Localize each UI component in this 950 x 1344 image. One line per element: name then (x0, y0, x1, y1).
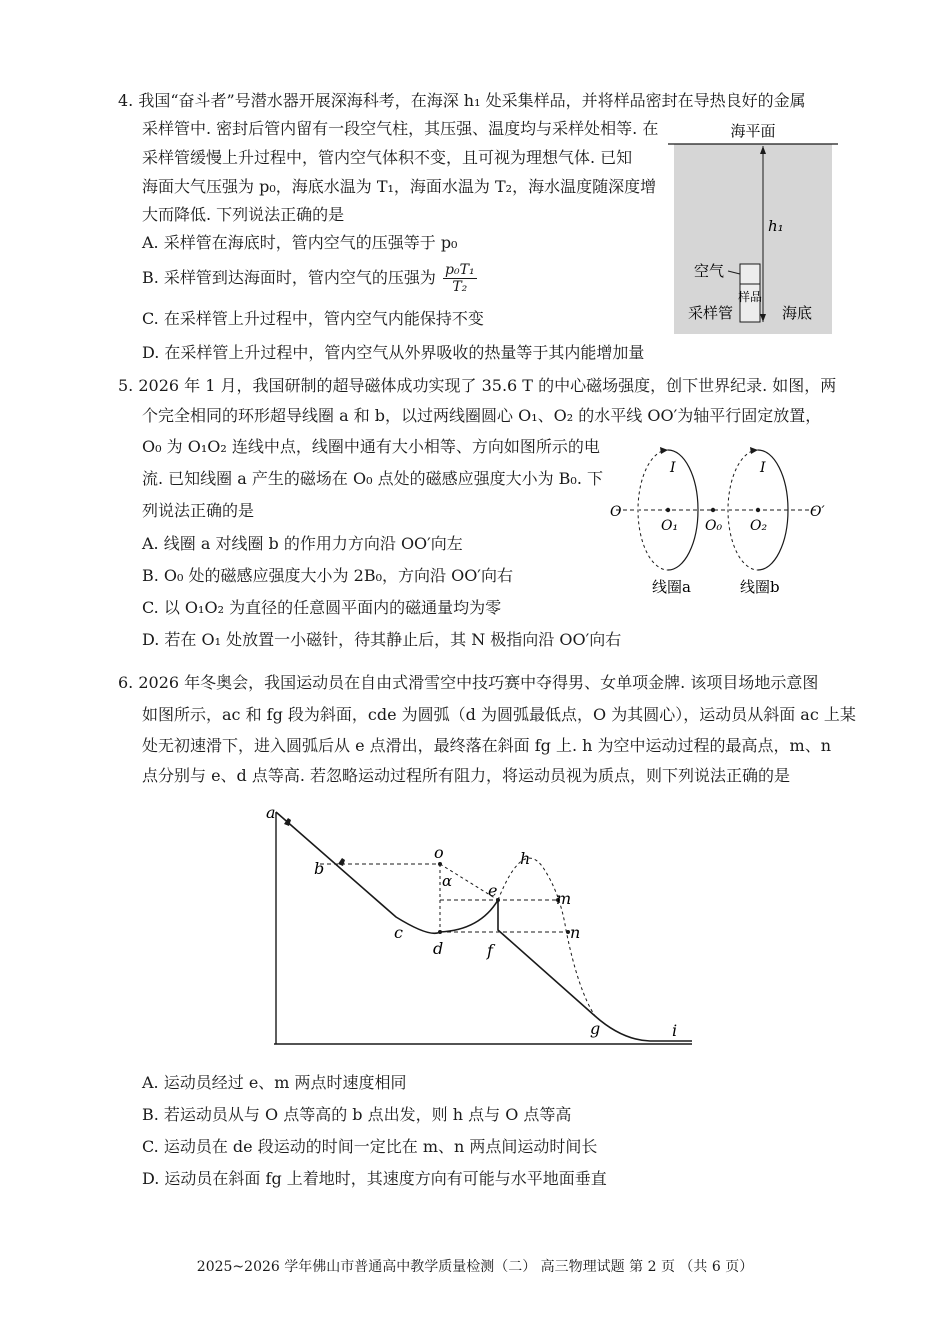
q5-line-3: O₀ 为 O₁O₂ 连线中点，线圈中通有大小相等、方向如图所示的电 (142, 437, 600, 456)
q5-option-c: C. 以 O₁O₂ 为直径的任意圆平面内的磁通量均为零 (142, 598, 502, 617)
q4-option-c: C. 在采样管上升过程中，管内空气内能保持不变 (142, 309, 484, 328)
q4-line-3: 采样管缓慢上升过程中，管内空气体积不变，且可视为理想气体. 已知 (142, 148, 633, 167)
q5-line-5: 列说法正确的是 (142, 501, 255, 520)
q5-line-1: 5. 2026 年 1 月，我国研制的超导磁体成功实现了 35.6 T 的中心磁场强度，创下世界纪录. 如图，两 (118, 376, 837, 395)
label-o: o (434, 843, 444, 862)
q5-option-a: A. 线圈 a 对线圈 b 的作用力方向沿 OO′向左 (142, 534, 463, 553)
label-a: a (266, 803, 276, 822)
q6-line-3: 处无初速滑下，进入圆弧后从 e 点滑出，最终落在斜面 fg 上. h 为空中运动过程的最高点，m、n (142, 736, 832, 755)
label-o-prime: O′ (810, 504, 825, 520)
q4-line-4: 海面大气压强为 p₀，海底水温为 T₁，海面水温为 T₂，海水温度随深度增 (142, 177, 657, 196)
q4-option-b-text: B. 采样管到达海面时，管内空气的压强为 (142, 268, 436, 287)
track-profile (276, 812, 692, 1041)
q4-line-1: 4. 我国“奋斗者”号潜水器开展深海科考，在海深 h₁ 处采集样品，并将样品密封在导热良好的金属 (118, 91, 806, 110)
q6-line-4: 点分别与 e、d 点等高. 若忽略运动过程所有阻力，将运动员视为质点，则下列说法正确的是 (142, 766, 791, 785)
label-current-a: I (670, 460, 676, 476)
label-i: i (672, 1021, 678, 1040)
label-f: f (487, 941, 493, 960)
label-e: e (488, 881, 498, 900)
q6-figure (260, 800, 700, 1056)
point-d (438, 930, 442, 934)
q6-option-a: A. 运动员经过 e、m 两点时速度相同 (142, 1073, 407, 1092)
label-n: n (570, 923, 581, 942)
q6-line-1: 6. 2026 年冬奥会，我国运动员在自由式滑雪空中技巧赛中夺得男、女单项金牌. 该项目场地示意图 (118, 673, 819, 692)
point-o (438, 862, 442, 866)
label-alpha: α (442, 872, 453, 890)
label-o1: O₁ (661, 518, 679, 534)
page-footer: 2025~2026 学年佛山市普通高中教学质量检测（二） 高三物理试题 第 2 页 （共 6 页） (196, 1259, 754, 1275)
label-o0: O₀ (705, 518, 723, 534)
label-b: b (314, 859, 325, 878)
label-o: O (610, 504, 622, 520)
q4-option-a: A. 采样管在海底时，管内空气的压强等于 p₀ (142, 233, 458, 252)
depth-label: h₁ (768, 217, 784, 235)
q5-line-4: 流. 已知线圈 a 产生的磁场在 O₀ 点处的磁感应强度大小为 B₀. 下 (142, 469, 604, 488)
q6-option-b: B. 若运动员从与 O 点等高的 b 点出发，则 h 点与 O 点等高 (142, 1105, 572, 1124)
q4-option-d: D. 在采样管上升过程中，管内空气从外界吸收的热量等于其内能增加量 (142, 343, 645, 362)
label-c: c (394, 923, 403, 942)
sample-label-text: 样品 (737, 290, 763, 304)
skier-b-icon (338, 858, 345, 866)
label-coil-a: 线圈a (652, 578, 691, 596)
q4-line-2: 采样管中. 密封后管内留有一段空气柱，其压强、温度均与采样处相等. 在 (142, 119, 659, 138)
label-coil-b: 线圈b (740, 578, 780, 596)
q6-line-2: 如图所示，ac 和 fg 段为斜面，cde 为圆弧（d 为圆弧最低点，O 为其圆心），运动员从斜面 ac 上某 (142, 705, 856, 724)
q5-line-2: 个完全相同的环形超导线圈 a 和 b，以过两线圈圆心 O₁、O₂ 的水平线 OO′为轴平行固定放置， (142, 406, 822, 425)
label-m: m (556, 889, 572, 908)
label-g: g (590, 1019, 601, 1038)
label-current-b: I (760, 460, 766, 476)
label-o2: O₂ (750, 518, 768, 534)
flight-trajectory (498, 858, 595, 1016)
label-h: h (520, 849, 531, 868)
q5-option-d: D. 若在 O₁ 处放置一小磁针，待其静止后，其 N 极指向沿 OO′向右 (142, 630, 622, 649)
q4-fraction-numerator: p₀T₁ (445, 262, 475, 278)
tube-label: 采样管 (688, 304, 734, 322)
q6-option-d: D. 运动员在斜面 fg 上着地时，其速度方向有可能与水平地面垂直 (142, 1169, 607, 1188)
label-d: d (433, 939, 444, 958)
air-label: 空气 (694, 262, 725, 280)
q5-option-b: B. O₀ 处的磁感应强度大小为 2B₀，方向沿 OO′向右 (142, 566, 513, 585)
q4-line-5: 大而降低. 下列说法正确的是 (142, 205, 345, 224)
sea-level-label: 海平面 (730, 122, 776, 140)
q4-fraction-denominator: T₂ (452, 279, 468, 295)
q6-option-c: C. 运动员在 de 段运动的时间一定比在 m、n 两点间运动时间长 (142, 1137, 598, 1156)
seabed-label: 海底 (782, 304, 813, 322)
